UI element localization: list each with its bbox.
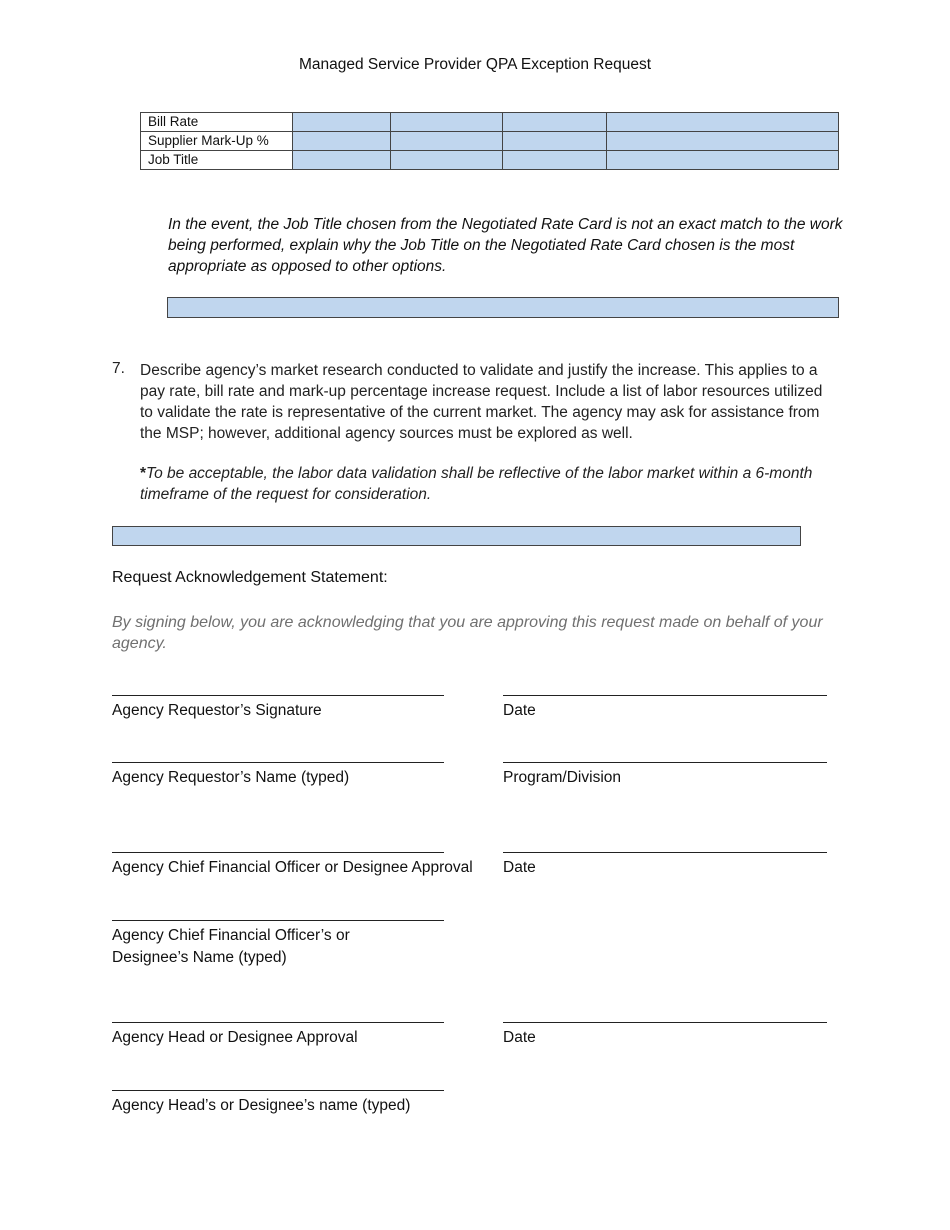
head-approval-line[interactable] [112,1022,444,1023]
markup-field-4[interactable] [607,132,839,151]
rate-table [140,112,839,170]
job-title-field-3[interactable] [503,151,607,170]
market-research-field[interactable] [112,526,801,546]
cfo-approval-label: Agency Chief Financial Officer or Designee Approval [112,859,473,876]
job-title-explanation-field[interactable] [167,297,839,318]
head-approval-label: Agency Head or Designee Approval [112,1029,358,1046]
bill-rate-field-4[interactable] [607,113,839,132]
bill-rate-field-3[interactable] [503,113,607,132]
requestor-name-line[interactable] [112,762,444,763]
job-title-field-2[interactable] [391,151,503,170]
question-7-note-text: To be acceptable, the labor data validation shall be reflective of the labor market within a 6-month timeframe of the request for consideration. [140,465,813,503]
cfo-date-line[interactable] [503,852,827,853]
question-7-note [140,463,830,505]
requestor-signature-line[interactable] [112,695,444,696]
row-label-job-title: Job Title [141,151,293,170]
markup-field-1[interactable] [293,132,391,151]
acknowledgement-text: By signing below, you are acknowledging that you are approving this request made on behalf of your agency. [112,614,823,652]
row-label-bill-rate: Bill Rate [141,113,293,132]
cfo-approval-line[interactable] [112,852,444,853]
head-date-line[interactable] [503,1022,827,1023]
job-title-field-1[interactable] [293,151,391,170]
job-title-field-4[interactable] [607,151,839,170]
bill-rate-field-2[interactable] [391,113,503,132]
page-header-title: Managed Service Provider QPA Exception Request [298,56,652,73]
head-name-label: Agency Head’s or Designee’s name (typed) [112,1097,411,1114]
cfo-name-line[interactable] [112,920,444,921]
program-division-line[interactable] [503,762,827,763]
job-title-note: In the event, the Job Title chosen from the Negotiated Rate Card is not an exact match to the work being performed, explain why the Job Title on the Negotiated Rate Card chosen is the most appropriate as opposed to other options. [168,216,843,275]
requestor-name-label: Agency Requestor’s Name (typed) [112,769,350,786]
head-date-label: Date [503,1029,536,1046]
table-row [141,113,839,132]
question-7-number: 7. [112,360,125,377]
markup-field-2[interactable] [391,132,503,151]
program-division-label: Program/Division [503,769,622,786]
note-asterisk: * [140,465,147,482]
table-row [141,132,839,151]
question-7-text: Describe agency’s market research conducted to validate and justify the increase. This applies to a pay rate, bill rate and mark-up percentage increase request. Include a list of labor resources utilized to validate the rate is representative of the current market. The agency may ask for assistance from the MSP; however, additional agency sources must be explored as well. [140,362,823,442]
markup-field-3[interactable] [503,132,607,151]
bill-rate-field-1[interactable] [293,113,391,132]
cfo-date-label: Date [503,859,536,876]
requestor-date-line[interactable] [503,695,827,696]
acknowledgement-heading: Request Acknowledgement Statement: [112,569,388,586]
requestor-signature-label: Agency Requestor’s Signature [112,702,322,719]
head-name-line[interactable] [112,1090,444,1091]
cfo-name-label-line2: Designee’s Name (typed) [112,949,287,966]
row-label-supplier-markup: Supplier Mark-Up % [141,132,293,151]
cfo-name-label-line1: Agency Chief Financial Officer’s or [112,927,350,944]
table-row [141,151,839,170]
requestor-date-label: Date [503,702,536,719]
